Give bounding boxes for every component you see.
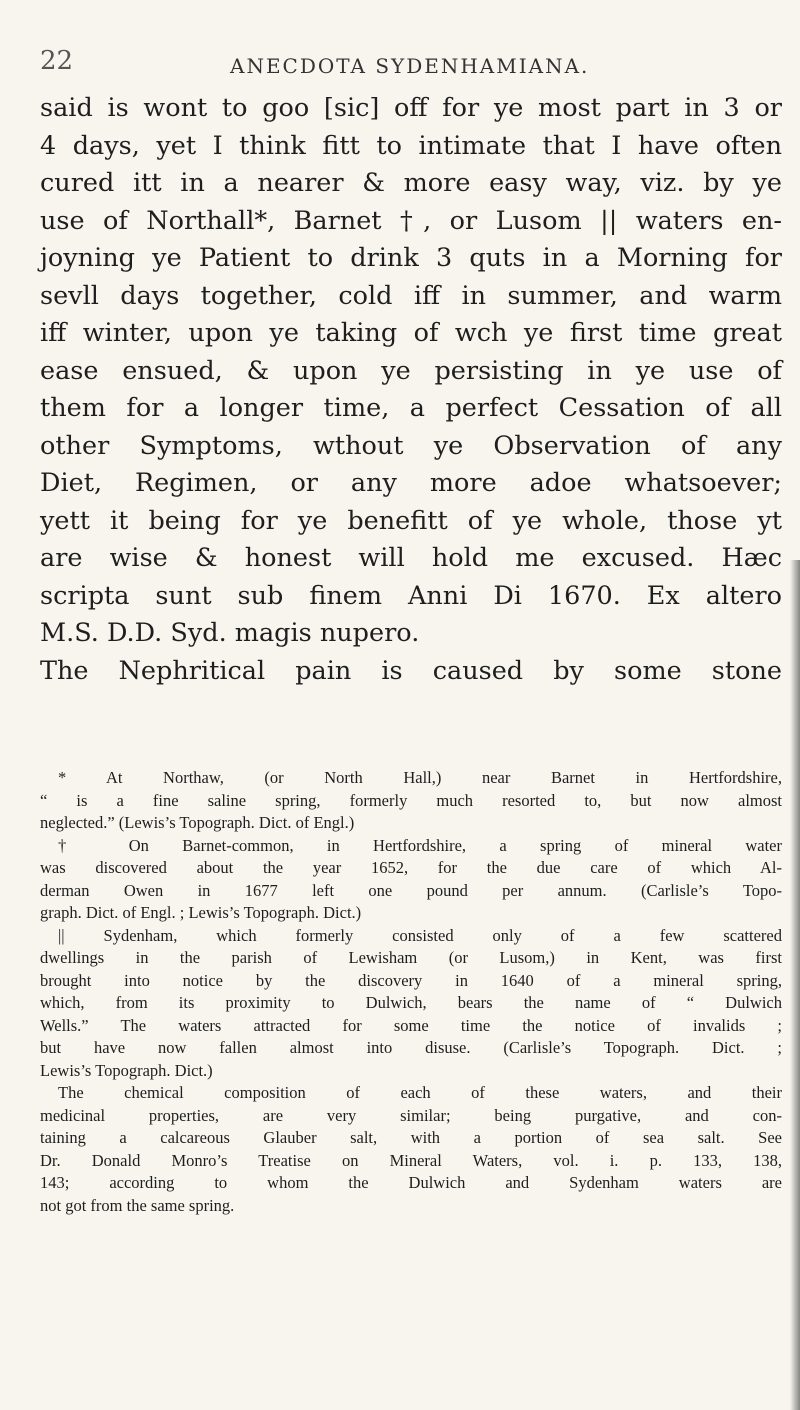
body-line: use of Northall*, Barnet †, or Lusom || waters en- bbox=[40, 205, 782, 236]
footnote-line: taining a calcareous Glauber salt, with a portion of sea salt. See bbox=[40, 1128, 782, 1147]
footnote-line: Lewis’s Topograph. Dict.) bbox=[40, 1060, 213, 1080]
body-line: are wise & honest will hold me excused. Hæc bbox=[40, 543, 782, 573]
body-text bbox=[40, 90, 782, 690]
body-line: M.S. D.D. Syd. magis nupero. bbox=[40, 618, 420, 648]
page-header bbox=[30, 46, 770, 86]
footnote-line: “ is a fine saline spring, formerly much resorted to, but now almost bbox=[40, 790, 782, 810]
body-line: other Symptoms, wthout ye Observation of any bbox=[40, 430, 782, 461]
footnote-line: Wells.” The waters attracted for some time the notice of invalids ; bbox=[40, 1015, 782, 1035]
footnote-line: but have now fallen almost into disuse. (Carlisle’s Topograph. Dict. ; bbox=[40, 1038, 782, 1057]
footnote-line: which, from its proximity to Dulwich, bears the name of “ Dulwich bbox=[40, 993, 782, 1012]
footnote-line: Dr. Donald Monro’s Treatise on Mineral Waters, vol. i. p. 133, 138, bbox=[40, 1150, 782, 1170]
page-number: 22 bbox=[40, 46, 74, 76]
body-line: said is wont to goo [sic] off for ye most part in 3 or bbox=[40, 93, 782, 123]
body-line: sevll days together, cold iff in summer, and warm bbox=[40, 280, 782, 311]
body-line: cured itt in a nearer & more easy way, viz. by ye bbox=[40, 168, 782, 198]
body-line: iff winter, upon ye taking of wch ye first time great bbox=[40, 318, 782, 348]
footnote-line: dwellings in the parish of Lewisham (or Lusom,) in Kent, was first bbox=[40, 948, 782, 967]
body-line: joyning ye Patient to drink 3 quts in a Morning for bbox=[40, 243, 782, 273]
footnote-line: The chemical composition of each of these waters, and their bbox=[58, 1083, 782, 1102]
body-line: scripta sunt sub finem Anni Di 1670. Ex altero bbox=[40, 580, 782, 611]
body-line: yett it being for ye benefitt of ye whole, those yt bbox=[40, 505, 782, 536]
footnote-line: || Sydenham, which formerly consisted only of a few scattered bbox=[58, 925, 782, 945]
footnote-line: not got from the same spring. bbox=[40, 1195, 235, 1215]
body-line: The Nephritical pain is caused by some stone bbox=[40, 655, 782, 686]
footnote-line: derman Owen in 1677 left one pound per annum. (Carlisle’s Topo- bbox=[40, 880, 782, 900]
footnote-line: 143; according to whom the Dulwich and Sydenham waters are bbox=[40, 1173, 782, 1192]
footnote-line: † On Barnet-common, in Hertfordshire, a spring of mineral water bbox=[58, 835, 782, 855]
footnote-line: brought into notice by the discovery in 1640 of a mineral spring, bbox=[40, 970, 782, 990]
body-line: them for a longer time, a perfect Cessation of all bbox=[40, 393, 782, 423]
page-edge-shadow bbox=[790, 560, 800, 1410]
footnote-line: graph. Dict. of Engl. ; Lewis’s Topograph. Dict.) bbox=[40, 903, 362, 922]
body-line: Diet, Regimen, or any more adoe whatsoever; bbox=[40, 468, 782, 498]
footnote-line: * At Northaw, (or North Hall,) near Barnet in Hertfordshire, bbox=[58, 768, 782, 787]
footnote-line: neglected.” (Lewis’s Topograph. Dict. of Engl.) bbox=[40, 813, 355, 832]
body-line: 4 days, yet I think fitt to intimate that I have often bbox=[40, 130, 782, 161]
body-line: ease ensued, & upon ye persisting in ye use of bbox=[40, 355, 782, 386]
footnote-line: medicinal properties, are very similar; being purgative, and con- bbox=[40, 1105, 782, 1125]
footnotes bbox=[40, 767, 782, 1217]
running-head: ANECDOTA SYDENHAMIANA. bbox=[230, 54, 590, 78]
footnote-line: was discovered about the year 1652, for the due care of which Al- bbox=[40, 858, 782, 877]
